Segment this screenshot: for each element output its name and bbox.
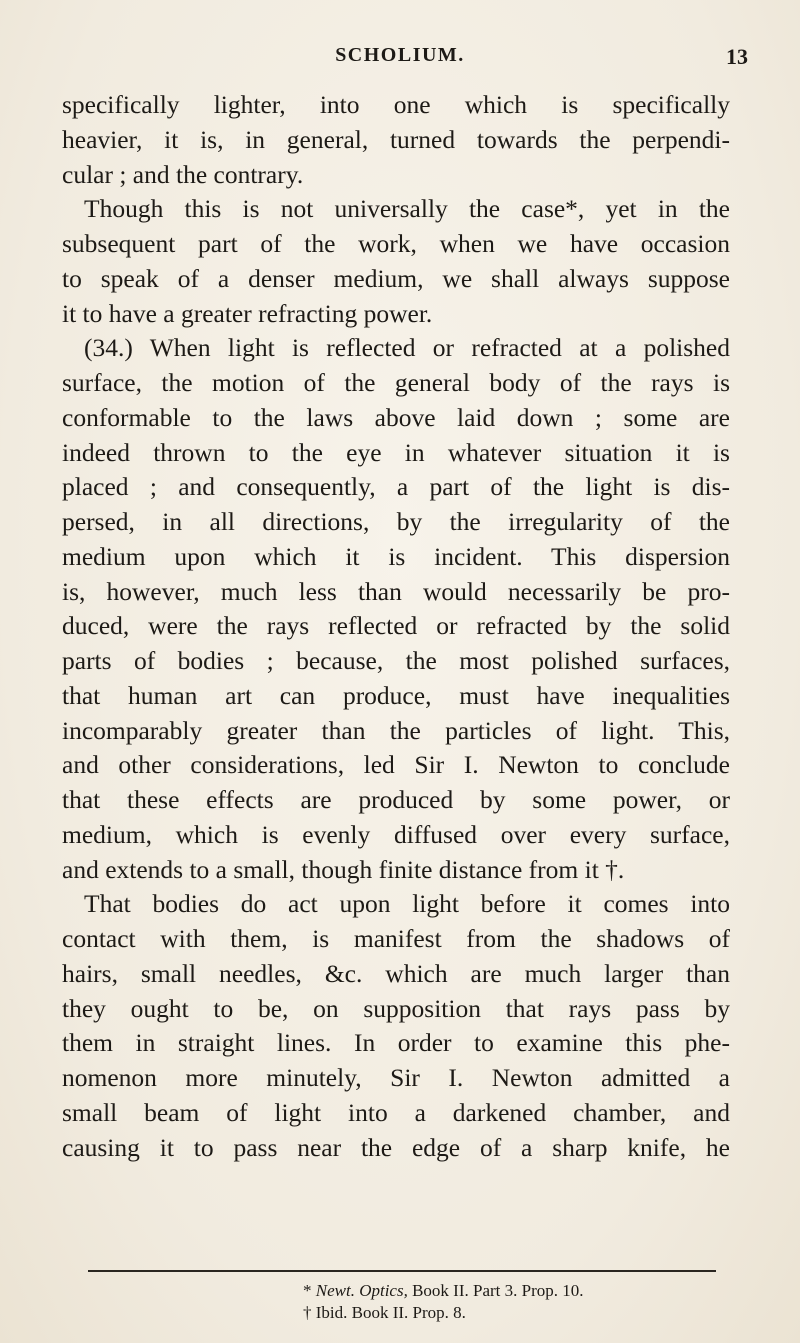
running-title: SCHOLIUM. xyxy=(335,44,465,66)
page-number: 13 xyxy=(726,44,748,69)
text-line: conformable to the laws above laid down ; some are xyxy=(62,402,730,432)
text-line: nomenon more minutely, Sir I. Newton admitted a xyxy=(62,1063,730,1092)
text-line: medium upon which it is incident. This dispersion xyxy=(62,541,730,571)
text-line: incomparably greater than the particles of light. This, xyxy=(62,715,730,745)
footnote-2 xyxy=(303,1302,763,1324)
text-line: them in straight lines. In order to examine this phe- xyxy=(62,1028,730,1058)
text-line: and other considerations, led Sir I. Newton to conclude xyxy=(62,750,730,780)
running-head xyxy=(0,44,800,74)
text-line: duced, were the rays reflected or refracted by the solid xyxy=(62,611,730,641)
text-line: Though this is not universally the case*, yet in the xyxy=(84,194,730,224)
text-line: they ought to be, on supposition that rays pass by xyxy=(62,993,730,1023)
text-line: cular ; and the contrary. xyxy=(62,159,304,189)
text-line: that human art can produce, must have inequalities xyxy=(62,680,730,710)
footnote-rule xyxy=(88,1270,716,1272)
text-line: to speak of a denser medium, we shall always suppose xyxy=(62,263,730,293)
footnote-1 xyxy=(303,1280,763,1302)
text-line: hairs, small needles, &c. which are much larger than xyxy=(62,958,730,988)
text-line: that these effects are produced by some power, or xyxy=(62,785,730,814)
text-line: placed ; and consequently, a part of the light is dis- xyxy=(62,472,730,502)
text-line: specifically lighter, into one which is specifically xyxy=(62,90,730,119)
text-line: That bodies do act upon light before it comes into xyxy=(84,889,730,919)
footnote-1-reference: Newt. Optics, xyxy=(315,1281,408,1300)
text-line: persed, in all directions, by the irregularity of the xyxy=(62,507,730,536)
text-line: subsequent part of the work, when we have occasion xyxy=(62,229,730,258)
text-line: parts of bodies ; because, the most polished surfaces, xyxy=(62,646,730,675)
text-line: indeed thrown to the eye in whatever situation it is xyxy=(62,437,730,467)
text-line: heavier, it is, in general, turned towards the perpendi- xyxy=(62,124,730,154)
text-line: is, however, much less than would necessarily be pro- xyxy=(62,576,730,606)
text-line: small beam of light into a darkened chamber, and xyxy=(62,1097,730,1127)
text-line: and extends to a small, though finite distance from it †. xyxy=(62,854,625,884)
text-line: (34.) When light is reflected or refracted at a polished xyxy=(84,333,730,363)
footnote-2-text: Ibid. Book II. Prop. 8. xyxy=(315,1303,466,1322)
text-line: it to have a greater refracting power. xyxy=(62,298,433,328)
text-line: surface, the motion of the general body of the rays is xyxy=(62,368,730,397)
text-line: medium, which is evenly diffused over every surface, xyxy=(62,819,730,849)
footnote-2-mark: † xyxy=(303,1303,312,1322)
text-line: causing it to pass near the edge of a sharp knife, he xyxy=(62,1132,730,1162)
body-text xyxy=(62,88,730,1165)
text-line: contact with them, is manifest from the shadows of xyxy=(62,924,730,953)
footnote-1-mark: * xyxy=(303,1281,312,1300)
footnotes xyxy=(303,1280,763,1324)
footnote-1-text: Book II. Part 3. Prop. 10. xyxy=(412,1281,584,1300)
